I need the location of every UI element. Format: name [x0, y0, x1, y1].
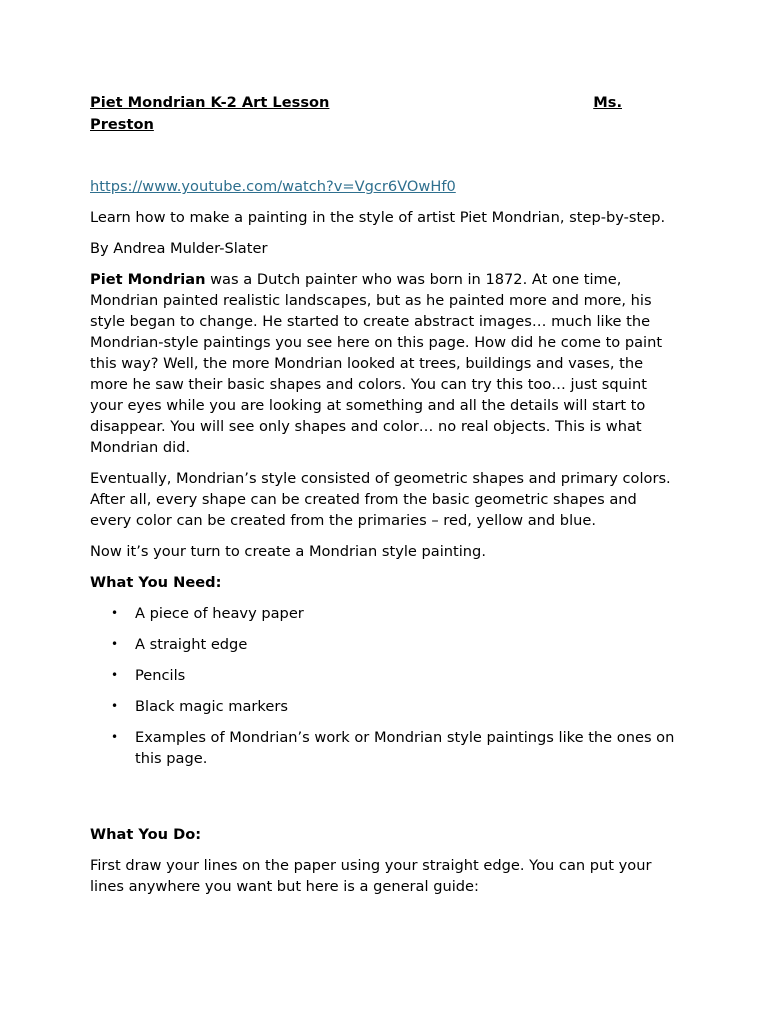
spacer	[90, 779, 682, 824]
list-item: • Black magic markers	[135, 696, 682, 717]
teacher-honorific: Ms.	[593, 94, 622, 111]
turn-paragraph: Now it’s your turn to create a Mondrian style painting.	[90, 543, 486, 560]
link-paragraph	[90, 176, 682, 197]
bio-paragraph	[90, 269, 682, 458]
list-item: • A piece of heavy paper	[135, 603, 682, 624]
document-title	[90, 92, 622, 136]
do-paragraph: First draw your lines on the paper using your straight edge. You can put your lines anywhere you want but here is a general guide:	[90, 857, 652, 895]
artist-name: Piet Mondrian	[90, 271, 206, 288]
lesson-title: Piet Mondrian K-2 Art Lesson	[90, 94, 330, 111]
style-paragraph: Eventually, Mondrian’s style consisted of geometric shapes and primary colors. After all, every shape can be created from the basic geometric shapes and every color can be created from the primaries – red, yellow and blue.	[90, 470, 671, 529]
intro-paragraph: Learn how to make a painting in the style of artist Piet Mondrian, step-by-step.	[90, 209, 666, 226]
do-heading: What You Do:	[90, 826, 202, 843]
need-heading: What You Need:	[90, 574, 222, 591]
teacher-name: Preston	[90, 116, 154, 133]
youtube-link[interactable]: https://www.youtube.com/watch?v=Vgcr6VOwHf0	[90, 178, 456, 195]
list-item: • A straight edge	[135, 634, 682, 655]
bio-text: was a Dutch painter who was born in 1872. At one time, Mondrian painted realistic landscapes, but as he painted more and more, his style began to change. He started to create abstract images… much like the Mondrian-style paintings you see here on this page. How did he come to paint this way? Well, the more Mondrian looked at trees, buildings and vases, the more he saw their basic shapes and colors. You can try this too… just squint your eyes while you are looking at something and all the details will start to disappear. You will see only shapes and color… no real objects. This is what Mondrian did.	[90, 271, 663, 456]
list-item: • Examples of Mondrian’s work or Mondrian style paintings like the ones on this page.	[135, 727, 682, 769]
byline: By Andrea Mulder-Slater	[90, 240, 268, 257]
materials-list	[90, 603, 682, 769]
document-page	[90, 92, 682, 907]
list-item: • Pencils	[135, 665, 682, 686]
